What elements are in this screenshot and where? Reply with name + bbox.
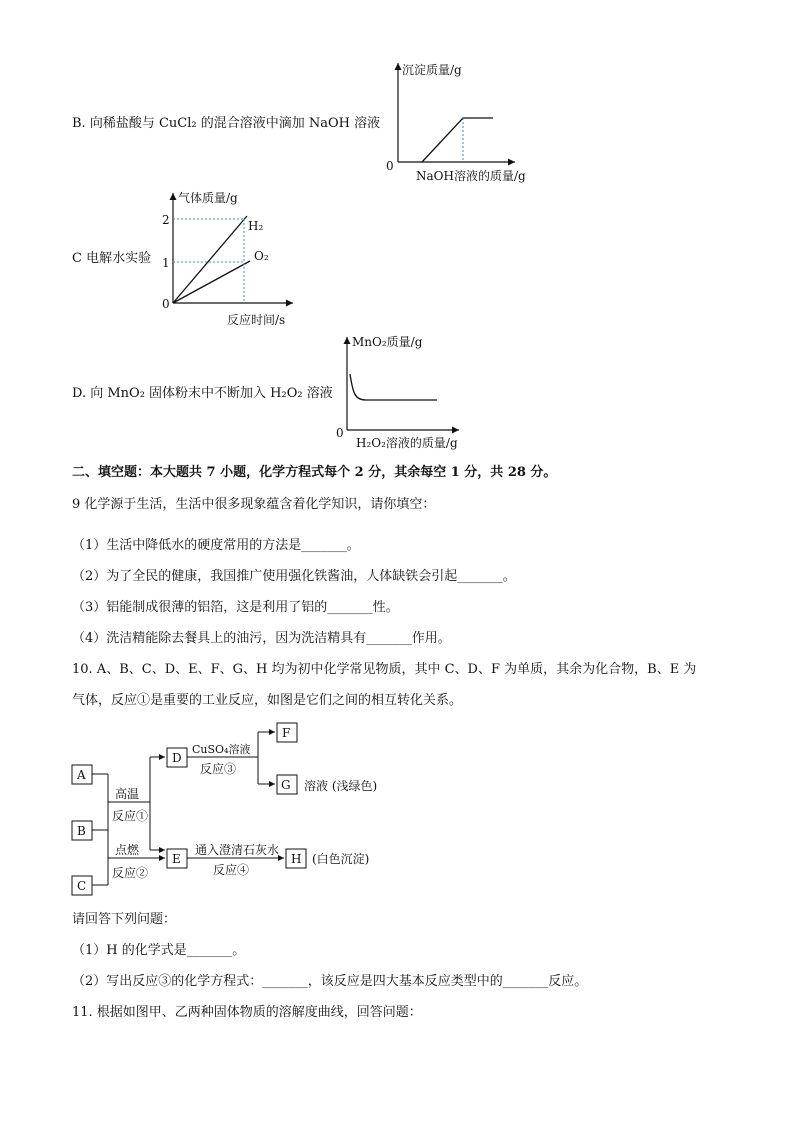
c-o2-line (173, 261, 250, 303)
q10-diagram (65, 717, 395, 902)
label-limewater: 通入澄清石灰水 (195, 843, 280, 857)
node-a-label: A (77, 768, 86, 782)
q10-part-1: （1）H 的化学式是_______。 (72, 943, 246, 958)
d-curve (350, 374, 437, 400)
option-d-text: D. 向 MnO₂ 固体粉末中不断加入 H₂O₂ 溶液 (72, 386, 333, 401)
node-c-label: C (77, 879, 87, 893)
c-tick-2: 2 (162, 213, 170, 227)
q9-part-3: （3）铝能制成很薄的铝箔，这是利用了铝的_______性。 (72, 600, 399, 615)
option-c-text: C 电解水实验 (72, 251, 152, 266)
c-h2-line (173, 216, 247, 303)
chart-b (380, 58, 526, 188)
label-h-note: (白色沉淀) (312, 852, 370, 866)
option-b-text: B. 向稀盐酸与 CuCl₂ 的混合溶液中滴加 NaOH 溶液 (72, 116, 381, 131)
node-f-label: F (282, 726, 291, 740)
label-reaction-4: 反应④ (213, 863, 250, 877)
chart-d (334, 334, 474, 454)
c-origin: 0 (162, 297, 170, 311)
d-xlabel: H₂O₂溶液的质量/g (356, 436, 458, 450)
b-origin: 0 (386, 159, 394, 173)
d-origin: 0 (336, 426, 344, 440)
label-reaction-1: 反应① (112, 809, 149, 823)
c-o2-label: O₂ (254, 249, 269, 263)
b-xlabel: NaOH溶液的质量/g (416, 169, 526, 183)
q10-stem-line-2: 气体，反应①是重要的工业反应，如图是它们之间的相互转化关系。 (72, 693, 463, 708)
c-xlabel: 反应时间/s (227, 313, 286, 327)
d-ylabel: MnO₂质量/g (352, 335, 423, 349)
label-cuso4: CuSO₄溶液 (192, 743, 251, 756)
label-g-note: 溶液 (浅绿色) (304, 779, 378, 793)
q10-stem-line-1: 10. A、B、C、D、E、F、G、H 均为初中化学常见物质，其中 C、D、F 为单质，其余为化合物，B、E 为 (72, 662, 697, 677)
c-tick-1: 1 (162, 256, 170, 270)
node-d-label: D (172, 751, 182, 765)
c-ylabel: 气体质量/g (178, 191, 238, 205)
node-e-label: E (172, 852, 181, 866)
c-h2-label: H₂ (248, 219, 264, 233)
node-g-label: G (281, 778, 291, 792)
q9-part-1: （1）生活中降低水的硬度常用的方法是_______。 (72, 538, 360, 553)
q11-stem: 11. 根据如图甲、乙两种固体物质的溶解度曲线，回答问题： (72, 1005, 422, 1020)
node-h-label: H (291, 852, 302, 866)
label-gaowen: 高温 (115, 787, 140, 801)
q10-ask: 请回答下列问题： (72, 912, 177, 927)
b-curve (422, 118, 493, 162)
q9-stem: 9 化学源于生活，生活中很多现象蕴含着化学知识，请你填空： (72, 497, 436, 512)
label-reaction-3: 反应③ (200, 762, 237, 776)
label-dianran: 点燃 (115, 843, 140, 857)
node-b-label: B (77, 824, 86, 838)
q9-part-2: （2）为了全民的健康，我国推广使用强化铁酱油，人体缺铁会引起_______。 (72, 569, 516, 584)
q10-part-2: （2）写出反应③的化学方程式：_______，该反应是四大基本反应类型中的_______反应。 (72, 974, 588, 989)
b-ylabel: 沉淀质量/g (402, 63, 462, 77)
q9-part-4: （4）洗洁精能除去餐具上的油污，因为洗洁精具有_______作用。 (72, 631, 451, 646)
label-reaction-2: 反应② (112, 866, 149, 880)
chart-c (160, 190, 300, 330)
section-2-heading: 二、填空题：本大题共 7 小题，化学方程式每个 2 分，其余每空 1 分，共 28 分。 (72, 465, 557, 480)
